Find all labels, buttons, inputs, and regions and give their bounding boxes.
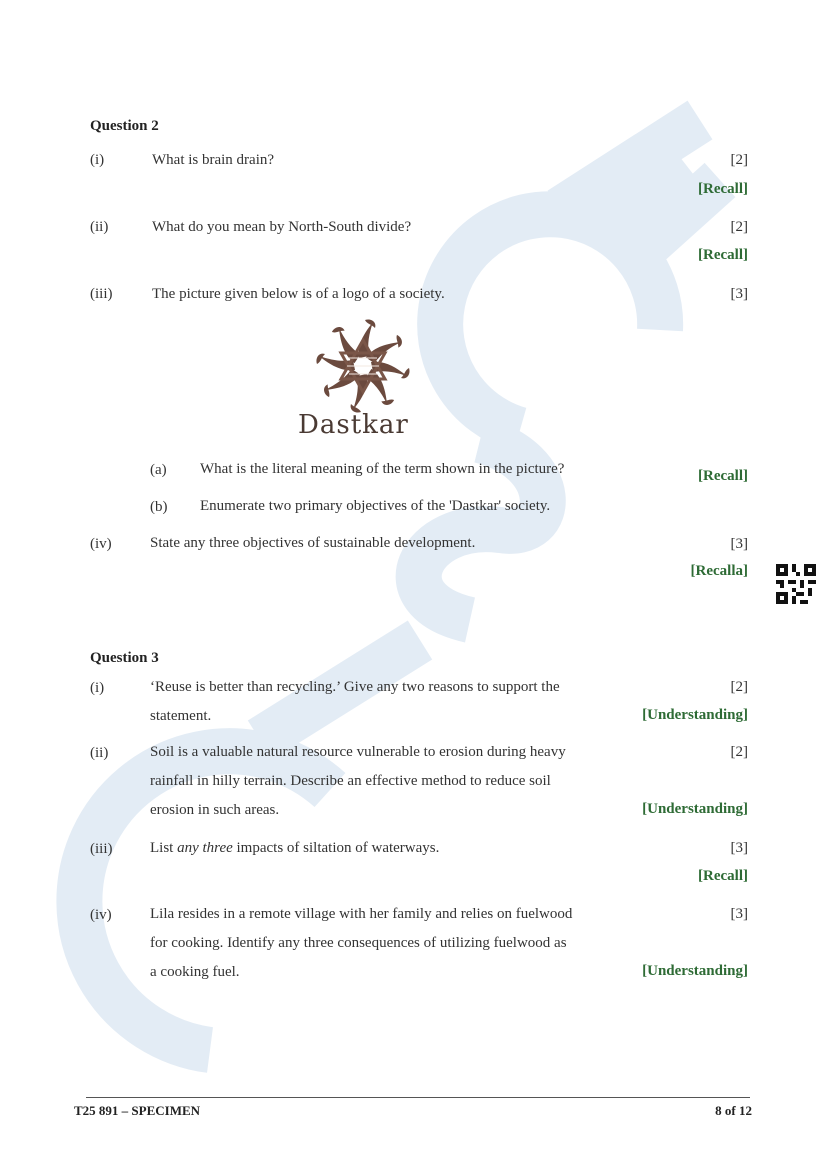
q2-i-number: (i) (90, 152, 105, 168)
footer-paper-code: T25 891 – SPECIMEN (74, 1103, 201, 1118)
dastkar-logo-text: Dastkar (298, 410, 409, 440)
q3-iv-line-1: Lila resides in a remote village with her family and relies on fuelwood (150, 906, 573, 922)
q3-iii-text-emphasis: any three (177, 840, 233, 856)
q2-iii-text: The picture given below is of a logo of a society. (152, 286, 445, 302)
q3-i-marks: [2] (730, 679, 748, 695)
q3-ii-line-2: rainfall in hilly terrain. Describe an effective method to reduce soil (150, 773, 551, 789)
q2-iv-text: State any three objectives of sustainable development. (150, 535, 476, 551)
q2-i-tag: [Recall] (698, 181, 748, 197)
q2-iv-number: (iv) (90, 536, 112, 552)
q3-i-line-2: statement. (150, 708, 212, 724)
q3-ii-marks: [2] (730, 744, 748, 760)
q2-i-marks: [2] (730, 152, 748, 168)
q3-iii-number: (iii) (90, 841, 113, 857)
q2-iii-marks: [3] (730, 286, 748, 302)
q3-iv-line-2: for cooking. Identify any three consequences of utilizing fuelwood as (150, 935, 567, 951)
q2-iv-marks: [3] (730, 536, 748, 552)
q2-iii-number: (iii) (90, 286, 113, 302)
q2-ii-tag: [Recall] (698, 247, 748, 263)
q2-iii-b-text: Enumerate two primary objectives of the 'Dastkar' society. (200, 498, 551, 514)
q2-iii-b-number: (b) (150, 499, 168, 515)
question-3-heading: Question 3 (90, 650, 159, 666)
q3-ii-line-1: Soil is a valuable natural resource vulnerable to erosion during heavy (150, 744, 566, 760)
q3-iii-tag: [Recall] (698, 868, 748, 884)
q3-ii-text (150, 738, 615, 825)
q3-iii-text-post: impacts of siltation of waterways. (232, 840, 440, 856)
q3-iii-text-pre: List (150, 840, 178, 856)
q3-ii-line-3: erosion in such areas. (150, 802, 280, 818)
q3-ii-tag: [Understanding] (642, 801, 748, 817)
q2-iv-tag: [Recalla] (690, 563, 748, 579)
q3-iv-line-3: a cooking fuel. (150, 964, 240, 980)
q3-iii-text (150, 834, 439, 863)
q3-i-line-1: ‘Reuse is better than recycling.’ Give any two reasons to support the (150, 679, 560, 695)
q3-iii-marks: [3] (730, 840, 748, 856)
q3-i-number: (i) (90, 680, 105, 696)
question-2-heading: Question 2 (90, 118, 159, 134)
q3-iv-text (150, 900, 615, 987)
q2-i-text: What is brain drain? (152, 152, 275, 168)
q2-ii-marks: [2] (730, 219, 748, 235)
dastkar-logo-icon (312, 316, 414, 416)
q3-iv-number: (iv) (90, 907, 112, 923)
q3-i-text (150, 673, 615, 731)
q3-iv-tag: [Understanding] (642, 963, 748, 979)
q2-iii-a-text: What is the literal meaning of the term shown in the picture? (200, 461, 565, 477)
q2-iii-a-number: (a) (150, 462, 167, 478)
q3-ii-number: (ii) (90, 745, 109, 761)
q2-ii-number: (ii) (90, 219, 109, 235)
q2-iii-a-tag: [Recall] (698, 468, 748, 484)
footer-divider (86, 1097, 750, 1098)
qr-code-icon (776, 564, 816, 604)
q3-i-tag: [Understanding] (642, 707, 748, 723)
q3-iv-marks: [3] (730, 906, 748, 922)
footer-page-number: 8 of 12 (715, 1103, 752, 1118)
q2-ii-text: What do you mean by North-South divide? (152, 219, 412, 235)
